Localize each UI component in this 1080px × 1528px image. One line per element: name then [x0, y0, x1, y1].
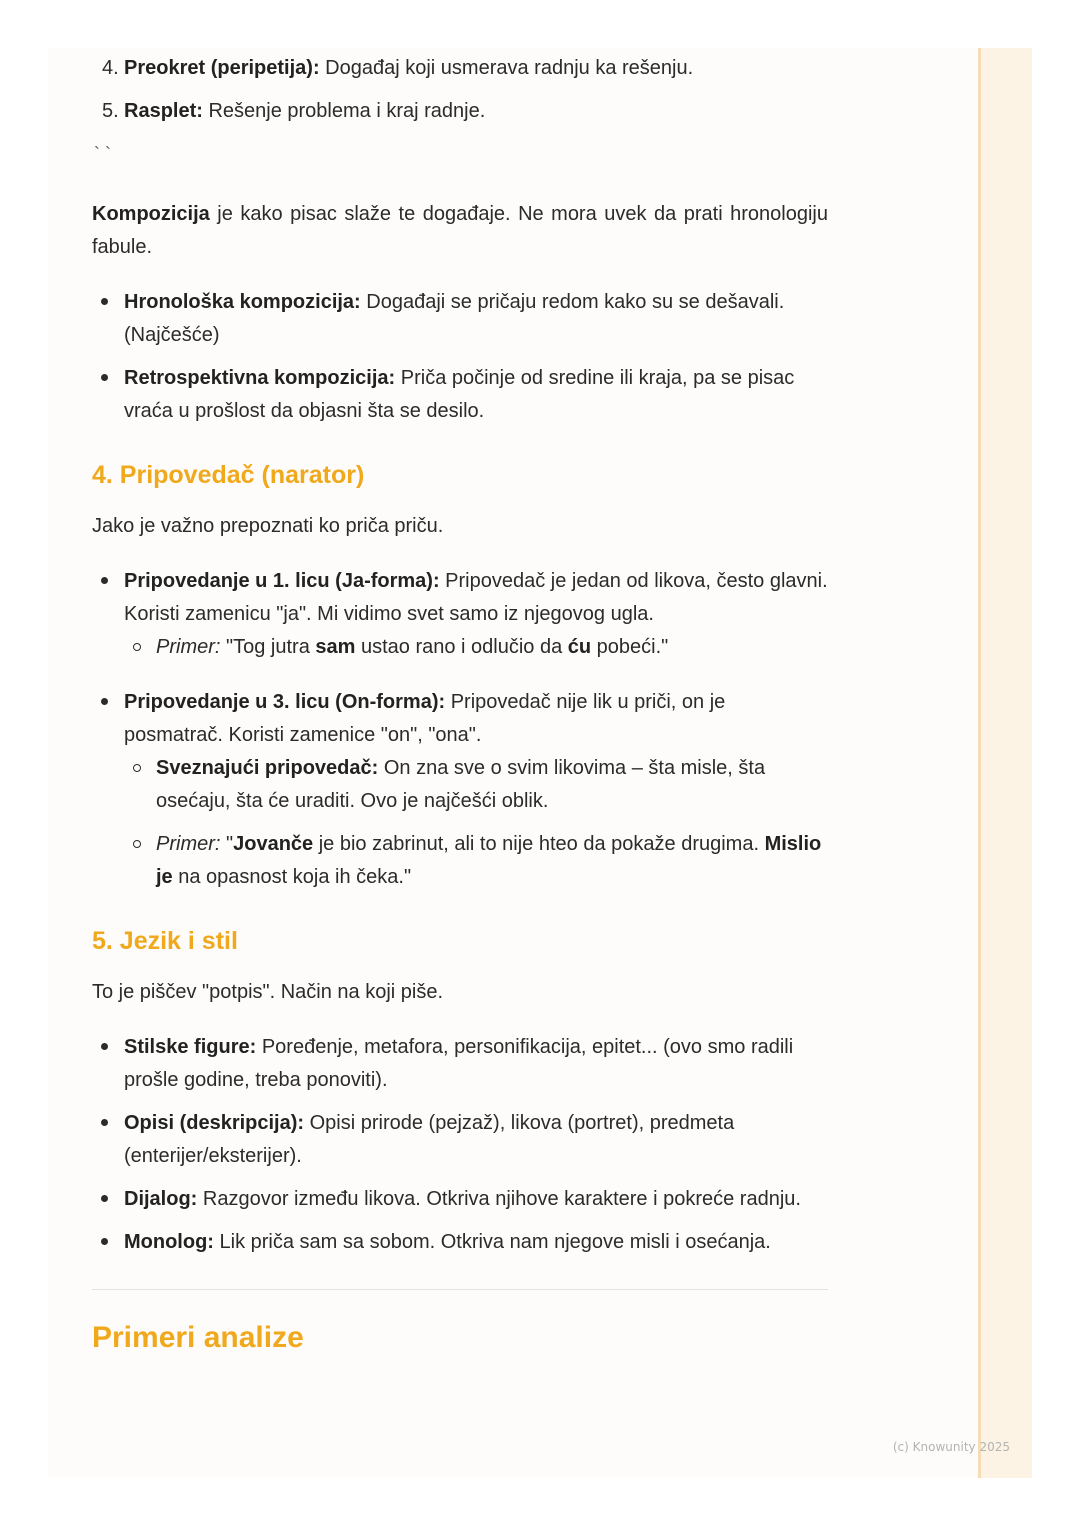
item-term: Monolog: [124, 1231, 214, 1253]
side-margin-panel [978, 48, 1032, 1478]
kompozicija-text: je kako pisac slaže te događaje. Ne mora uvek da prati hronologiju fabule. [92, 203, 828, 258]
circle-bullet-icon [133, 764, 141, 772]
list-item [92, 1031, 828, 1097]
item-text: Razgovor između likova. Otkriva njihove karaktere i pokreće radnju. [197, 1188, 801, 1210]
sub-list-item [124, 828, 828, 894]
bullet-icon [101, 1119, 108, 1126]
item-term: Preokret (peripetija): [124, 57, 320, 79]
item-text: Događaj koji usmerava radnju ka rešenju. [319, 57, 694, 79]
item-term: Pripovedanje u 3. licu (On-forma): [124, 691, 446, 713]
list-item [92, 565, 828, 664]
horizontal-divider [92, 1289, 828, 1290]
section-intro: To je piščev "potpis". Način na koji piše. [92, 981, 444, 1003]
list-item [92, 286, 828, 352]
example-text: " [220, 833, 234, 855]
circle-bullet-icon [133, 643, 141, 651]
example-text: pobeći." [591, 636, 669, 658]
circle-bullet-icon [133, 840, 141, 848]
bullet-icon [101, 698, 108, 705]
item-term: Sveznajući pripovedač: [156, 757, 379, 779]
item-term: Rasplet: [124, 100, 203, 122]
list-item [92, 1107, 828, 1173]
item-text: Poređenje, metafora, personifikacija, epitet... (ovo smo radili prošle godine, treba ponoviti). [124, 1036, 794, 1091]
example-text: je bio zabrinut, ali to nije hteo da pokaže drugima. [313, 833, 765, 855]
list-item [92, 1226, 828, 1259]
list-number: 4. [102, 57, 119, 79]
item-text: Opisi prirode (pejzaž), likova (portret), predmeta (enterijer/eksterijer). [124, 1112, 735, 1167]
bullet-icon [101, 1238, 108, 1245]
kompozicija-paragraph [92, 198, 828, 264]
example-emphasis: Mislio je [156, 833, 822, 888]
list-item [92, 52, 828, 85]
example-emphasis: Jovanče [233, 833, 314, 855]
item-text: Lik priča sam sa sobom. Otkriva nam njegove misli i osećanja. [213, 1231, 771, 1253]
example-text: na opasnost koja ih čeka." [172, 866, 412, 888]
bullet-icon [101, 298, 108, 305]
item-term: Dijalog: [124, 1188, 198, 1210]
item-text: On zna sve o svim likovima – šta misle, šta osećaju, šta će uraditi. Ovo je najčešći oblik. [156, 757, 766, 812]
list-item [92, 1183, 828, 1216]
section-heading-narrator: 4. Pripovedač (narator) [92, 461, 365, 489]
list-item [92, 362, 828, 428]
list-number: 5. [102, 100, 119, 122]
item-text: Priča počinje od sredine ili kraja, pa se pisac vraća u prošlost da objasni šta se desilo. [124, 367, 795, 422]
copyright-footer: (c) Knowunity 2025 [892, 1440, 1010, 1454]
item-text: Događaji se pričaju redom kako su se dešavali. (Najčešće) [124, 291, 785, 346]
sub-list-item [124, 752, 828, 818]
item-text: Pripovedač nije lik u priči, on je posmatrač. Koristi zamenice "on", "ona". [124, 691, 726, 746]
item-term: Retrospektivna kompozicija: [124, 367, 396, 389]
item-term: Pripovedanje u 1. licu (Ja-forma): [124, 570, 440, 592]
item-text: Pripovedač je jedan od likova, često glavni. Koristi zamenicu "ja". Mi vidimo svet samo iz njegovog ugla. [124, 570, 828, 625]
bullet-icon [101, 374, 108, 381]
document-content [92, 52, 828, 1358]
bullet-icon [101, 1195, 108, 1202]
list-item [92, 95, 828, 128]
stray-backticks: ` ` [94, 144, 111, 164]
section-intro: Jako je važno prepoznati ko priča priču. [92, 515, 444, 537]
kompozicija-term: Kompozicija [92, 203, 210, 225]
example-text: "Tog jutra [220, 636, 316, 658]
example-label: Primer: [156, 636, 221, 658]
item-term: Hronološka kompozicija: [124, 291, 361, 313]
item-text: Rešenje problema i kraj radnje. [202, 100, 486, 122]
item-term: Stilske figure: [124, 1036, 257, 1058]
bullet-icon [101, 1043, 108, 1050]
heading-primeri-analize: Primeri analize [92, 1321, 304, 1354]
list-item [92, 686, 828, 894]
example-text: ustao rano i odlučio da [355, 636, 568, 658]
section-heading-style: 5. Jezik i stil [92, 927, 238, 955]
bullet-icon [101, 577, 108, 584]
example-label: Primer: [156, 833, 221, 855]
example-emphasis: ću [567, 636, 592, 658]
sub-list-item [124, 631, 828, 664]
example-emphasis: sam [315, 636, 356, 658]
item-term: Opisi (deskripcija): [124, 1112, 305, 1134]
